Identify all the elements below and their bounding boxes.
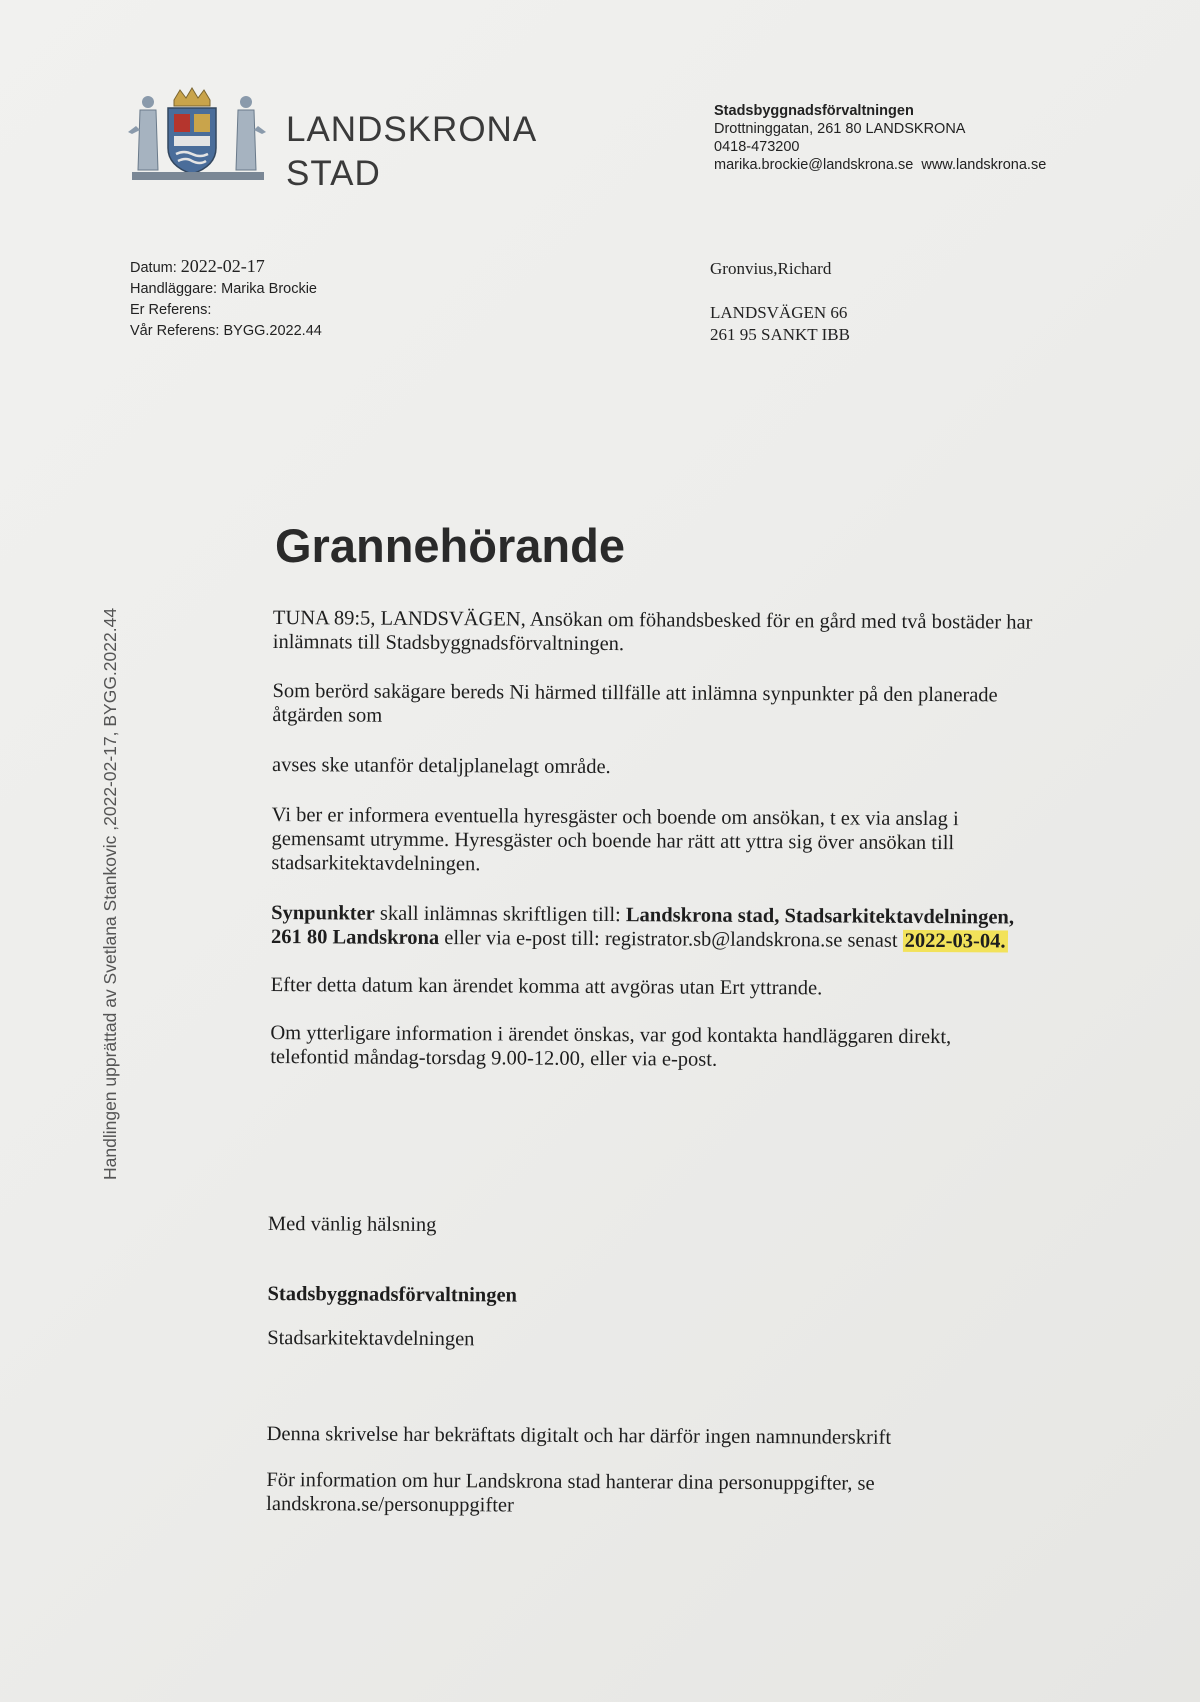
deadline-highlight: 2022-03-04. — [904, 929, 1006, 953]
handler-label: Handläggare: — [130, 281, 218, 297]
signer-name: Stadsbyggnadsförvaltningen — [267, 1282, 518, 1307]
your-reference-label: Er Referens: — [130, 302, 212, 318]
body-paragraph: Som berörd sakägare bereds Ni härmed tillfälle att inlämna synpunkter på den planerade åtgärden som — [272, 679, 998, 727]
our-reference-value: BYGG.2022.44 — [223, 323, 322, 339]
body-paragraph: Vi ber er informera eventuella hyresgäster och boende om ansökan, t ex via anslag i gemensamt utrymme. Hyresgäster och boende har rätt att yttra sig över ansökan till stadsarkitektavdelningen. — [271, 803, 959, 876]
letter-meta — [130, 256, 322, 342]
body-paragraph: TUNA 89:5, LANDSVÄGEN, Ansökan om föhandsbesked för en gård med två bostäder har inlämnats till Stadsbyggnadsförvaltningen. — [272, 607, 1033, 656]
recipient-postal: 261 95 SANKT IBB — [710, 325, 850, 344]
brand-line-1: LANDSKRONA — [286, 110, 538, 149]
sender-address: Drottninggatan, 261 80 LANDSKRONA — [714, 121, 966, 137]
recipient-name: Gronvius,Richard — [710, 259, 832, 278]
privacy-note: För information om hur Landskrona stad hanterar dina personuppgifter, se landskrona.se/personuppgifter — [266, 1468, 875, 1517]
submission-paragraph — [271, 901, 1031, 954]
date-label: Datum: — [130, 260, 177, 276]
letter-body — [270, 606, 1033, 1074]
digital-signature-note: Denna skrivelse har bekräftats digitalt och har därför ingen namnunderskrift — [266, 1422, 892, 1449]
sender-web: www.landskrona.se — [921, 157, 1047, 173]
recipient-block — [710, 258, 850, 346]
body-paragraph: Efter detta datum kan ärendet komma att avgöras utan Ert yttrande. — [270, 973, 823, 1000]
landskrona-coat-of-arms-icon — [128, 86, 268, 186]
submission-text-1: skall inlämnas skriftligen till: — [374, 902, 626, 927]
brand-name — [286, 108, 537, 196]
body-paragraph: avses ske utanför detaljplanelagt område. — [271, 753, 611, 779]
date-value: 2022-02-17 — [180, 256, 265, 276]
submission-address: Landskrona stad, Stadsarkitektavdelningen, 261 80 Landskrona — [270, 904, 1015, 950]
sender-name: Stadsbyggnadsförvaltningen — [714, 103, 914, 119]
sender-block — [714, 102, 1046, 174]
body-paragraph: Om ytterligare information i ärendet önskas, var god kontakta handläggaren direkt, telefontid måndag-torsdag 9.00-12.00, eller via e-post. — [270, 1021, 952, 1071]
letter-closing — [266, 1212, 1028, 1521]
brand-line-2: STAD — [286, 154, 381, 193]
signer-department: Stadsarkitektavdelningen — [267, 1326, 475, 1351]
submission-text-2: eller via e-post till: registrator.sb@landskrona.se senast — [439, 927, 903, 952]
recipient-street: LANDSVÄGEN 66 — [710, 303, 848, 322]
page-title: Grannehörande — [275, 519, 625, 572]
document-stamp: Handlingen upprättad av Svetlana Stankovic ,2022-02-17, BYGG.2022.44 — [100, 607, 120, 1180]
our-reference-label: Vår Referens: — [130, 323, 220, 339]
handler-value: Marika Brockie — [221, 281, 317, 297]
submission-keyword: Synpunkter — [271, 901, 375, 925]
sender-email: marika.brockie@landskrona.se — [714, 157, 914, 173]
greeting: Med vänlig hälsning — [267, 1213, 437, 1237]
sender-phone: 0418-473200 — [714, 139, 800, 155]
